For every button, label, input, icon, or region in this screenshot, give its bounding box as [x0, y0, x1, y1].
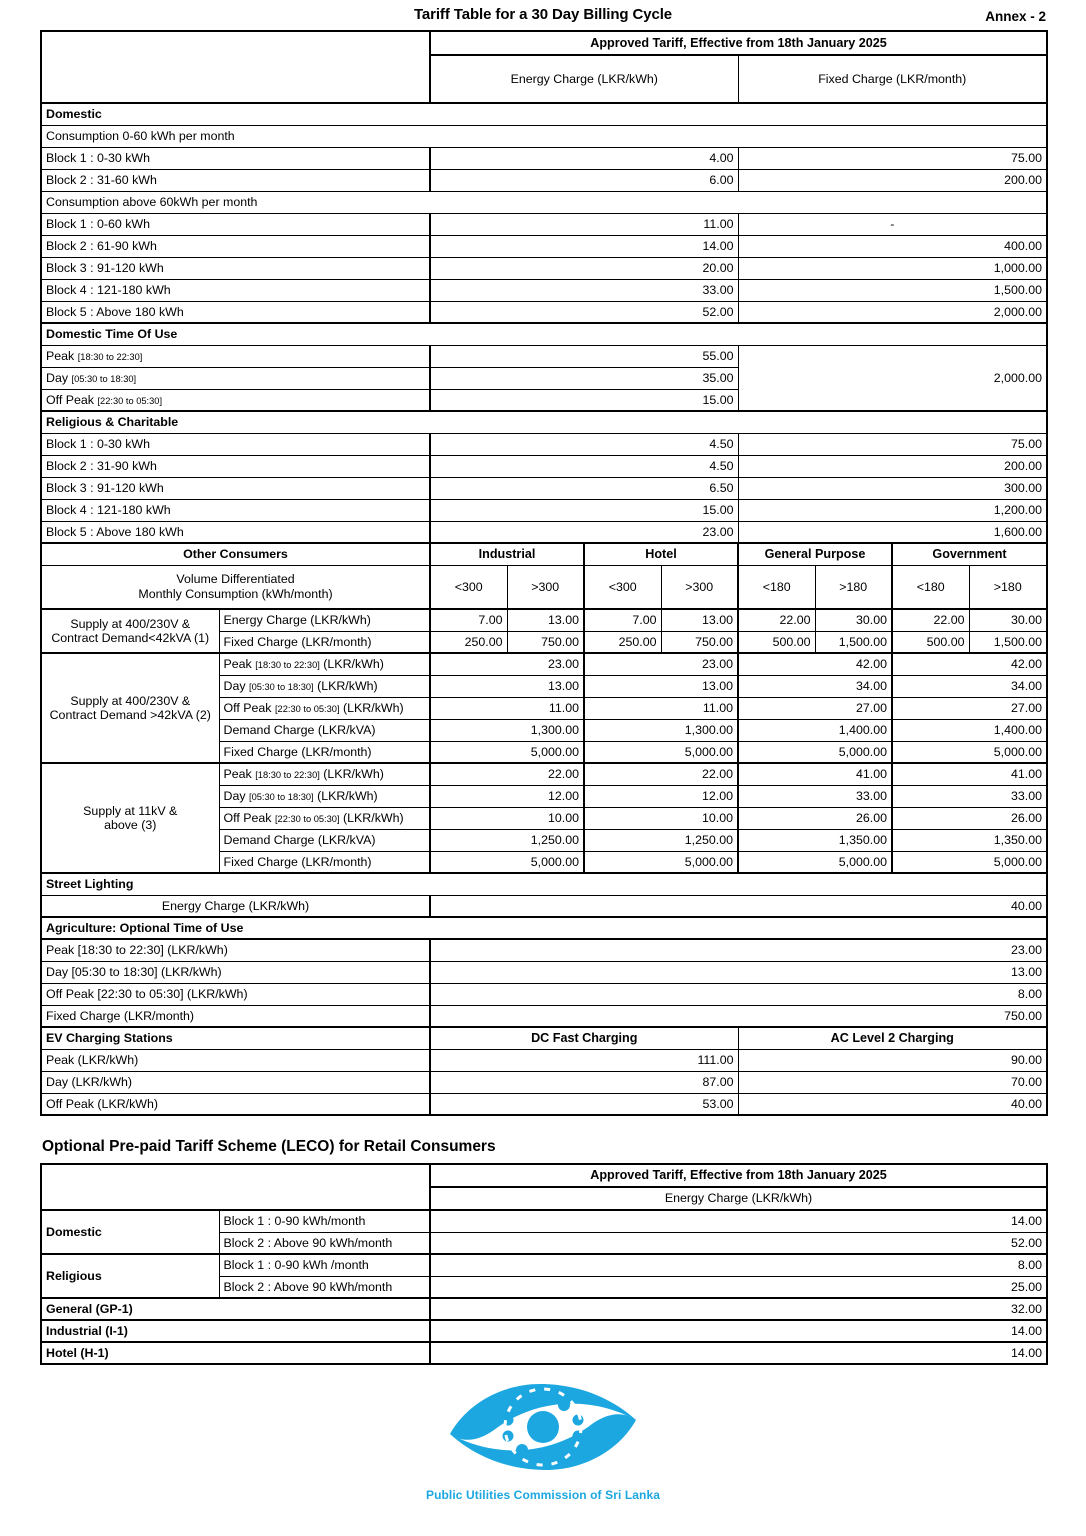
- rate-value: 11.00: [430, 697, 584, 719]
- rate-value: 42.00: [738, 653, 892, 675]
- supply-category-label-11kv: Supply at 11kV & above (3): [41, 763, 219, 873]
- energy-charge-value: 35.00: [430, 367, 738, 389]
- section-header-domestic-tou: Domestic Time Of Use: [41, 323, 1047, 345]
- column-header-dc-fast-charging: DC Fast Charging: [430, 1027, 738, 1049]
- rate-value: 8.00: [430, 1254, 1047, 1276]
- rate-value: 52.00: [430, 1232, 1047, 1254]
- supply-category-label-42kva-above: Supply at 400/230V & Contract Demand >42kVA (2): [41, 653, 219, 763]
- energy-charge-value: 6.50: [430, 477, 738, 499]
- page-title: Tariff Table for a 30 Day Billing Cycle: [413, 6, 673, 23]
- volume-differentiated-label: Volume Differentiated Monthly Consumption (kWh/month): [41, 565, 430, 609]
- rate-value: 32.00: [430, 1298, 1047, 1320]
- leco-tariff-table: [40, 1163, 1048, 1365]
- rate-value: 53.00: [430, 1093, 738, 1115]
- row-label: Peak [18:30 to 22:30] (LKR/kWh): [219, 763, 430, 785]
- row-label: Fixed Charge (LKR/month): [219, 851, 430, 873]
- row-label: Block 5 : Above 180 kWh: [41, 521, 430, 543]
- sub-header-threshold: >300: [661, 565, 738, 609]
- rate-value: 13.00: [430, 675, 584, 697]
- row-label: Block 4 : 121-180 kWh: [41, 499, 430, 521]
- row-label: Energy Charge (LKR/kWh): [219, 609, 430, 631]
- rate-value: 10.00: [584, 807, 738, 829]
- row-label: Peak (LKR/kWh): [41, 1049, 430, 1071]
- rate-value: 30.00: [815, 609, 892, 631]
- row-label: Block 1 : 0-30 kWh: [41, 147, 430, 169]
- row-label: Block 2 : 31-90 kWh: [41, 455, 430, 477]
- rate-value: 27.00: [738, 697, 892, 719]
- rate-value: 26.00: [738, 807, 892, 829]
- fixed-charge-value: 75.00: [738, 147, 1047, 169]
- leco-group-label-domestic: Domestic: [41, 1210, 219, 1254]
- rate-value: 250.00: [430, 631, 507, 653]
- fixed-charge-value: 1,600.00: [738, 521, 1047, 543]
- rate-value: 12.00: [430, 785, 584, 807]
- rate-value: 13.00: [430, 961, 1047, 983]
- energy-charge-value: 6.00: [430, 169, 738, 191]
- section-header-street-lighting: Street Lighting: [41, 873, 1047, 895]
- fixed-charge-value: 2,000.00: [738, 345, 1047, 411]
- sub-header-threshold: <300: [430, 565, 507, 609]
- section-header-agriculture: Agriculture: Optional Time of Use: [41, 917, 1047, 939]
- row-label: Block 2 : 31-60 kWh: [41, 169, 430, 191]
- rate-value: 500.00: [738, 631, 815, 653]
- main-table-corner-cell: [41, 31, 430, 103]
- row-label: Block 1 : 0-60 kWh: [41, 213, 430, 235]
- rate-value: 40.00: [430, 895, 1047, 917]
- rate-value: 22.00: [738, 609, 815, 631]
- rate-value: 750.00: [661, 631, 738, 653]
- row-label: Off Peak [22:30 to 05:30] (LKR/kWh): [41, 983, 430, 1005]
- rate-value: 70.00: [738, 1071, 1047, 1093]
- row-label: Fixed Charge (LKR/month): [219, 631, 430, 653]
- energy-charge-value: 52.00: [430, 301, 738, 323]
- energy-charge-value: 15.00: [430, 389, 738, 411]
- rate-value: 30.00: [969, 609, 1047, 631]
- rate-value: 5,000.00: [430, 741, 584, 763]
- rate-value: 250.00: [584, 631, 661, 653]
- row-label: Block 3 : 91-120 kWh: [41, 477, 430, 499]
- rate-value: 40.00: [738, 1093, 1047, 1115]
- rate-value: 1,250.00: [430, 829, 584, 851]
- section-header-religious: Religious & Charitable: [41, 411, 1047, 433]
- footer-logo-block: [0, 1368, 1086, 1502]
- row-label: Block 2 : 61-90 kWh: [41, 235, 430, 257]
- leco-group-label-religious: Religious: [41, 1254, 219, 1298]
- column-header-ac-level2-charging: AC Level 2 Charging: [738, 1027, 1047, 1049]
- row-label: Demand Charge (LKR/kVA): [219, 829, 430, 851]
- fixed-charge-value: 300.00: [738, 477, 1047, 499]
- rate-value: 13.00: [584, 675, 738, 697]
- energy-charge-value: 23.00: [430, 521, 738, 543]
- sub-header-threshold: >180: [815, 565, 892, 609]
- rate-value: 33.00: [738, 785, 892, 807]
- row-label: Day [05:30 to 18:30] (LKR/kWh): [219, 785, 430, 807]
- rate-value: 41.00: [892, 763, 1047, 785]
- rate-value: 23.00: [430, 653, 584, 675]
- main-tariff-table: [40, 30, 1048, 1116]
- row-label: Energy Charge (LKR/kWh): [41, 895, 430, 917]
- rate-value: 750.00: [430, 1005, 1047, 1027]
- rate-value: 25.00: [430, 1276, 1047, 1298]
- pucsl-logo-icon: [428, 1368, 658, 1486]
- row-label: Demand Charge (LKR/kVA): [219, 719, 430, 741]
- rate-value: 34.00: [738, 675, 892, 697]
- rate-value: 5,000.00: [892, 741, 1047, 763]
- rate-value: 11.00: [584, 697, 738, 719]
- row-label: Off Peak [22:30 to 05:30] (LKR/kWh): [219, 697, 430, 719]
- leco-effective-tariff-header: Approved Tariff, Effective from 18th January 2025: [430, 1164, 1047, 1187]
- supply-category-label-42kva-below: Supply at 400/230V & Contract Demand<42kVA (1): [41, 609, 219, 653]
- row-label: Peak [18:30 to 22:30]: [41, 345, 430, 367]
- column-header-energy-charge: Energy Charge (LKR/kWh): [430, 55, 738, 103]
- leco-row-label-industrial: Industrial (I-1): [41, 1320, 430, 1342]
- fixed-charge-value: 1,000.00: [738, 257, 1047, 279]
- fixed-charge-value: 200.00: [738, 169, 1047, 191]
- leco-column-header-energy-charge: Energy Charge (LKR/kWh): [430, 1187, 1047, 1210]
- row-label: Day [05:30 to 18:30] (LKR/kWh): [41, 961, 430, 983]
- section-header-domestic: Domestic: [41, 103, 1047, 125]
- row-label: Off Peak [22:30 to 05:30]: [41, 389, 430, 411]
- row-label: Block 1 : 0-90 kWh/month: [219, 1210, 430, 1232]
- energy-charge-value: 14.00: [430, 235, 738, 257]
- section-header-other-consumers: Other Consumers: [41, 543, 430, 565]
- fixed-charge-value: 400.00: [738, 235, 1047, 257]
- fixed-charge-value: 1,500.00: [738, 279, 1047, 301]
- rate-value: 111.00: [430, 1049, 738, 1071]
- rate-value: 10.00: [430, 807, 584, 829]
- row-label: Day [05:30 to 18:30]: [41, 367, 430, 389]
- row-label: Block 1 : 0-30 kWh: [41, 433, 430, 455]
- effective-tariff-header: Approved Tariff, Effective from 18th January 2025: [430, 31, 1047, 55]
- rate-value: 14.00: [430, 1342, 1047, 1364]
- fixed-charge-value: 200.00: [738, 455, 1047, 477]
- rate-value: 14.00: [430, 1210, 1047, 1232]
- rate-value: 34.00: [892, 675, 1047, 697]
- group-header-government: Government: [892, 543, 1047, 565]
- energy-charge-value: 11.00: [430, 213, 738, 235]
- fixed-charge-value: 2,000.00: [738, 301, 1047, 323]
- rate-value: 90.00: [738, 1049, 1047, 1071]
- energy-charge-value: 55.00: [430, 345, 738, 367]
- rate-value: 750.00: [507, 631, 584, 653]
- leco-table-corner-cell: [41, 1164, 430, 1210]
- rate-value: 1,500.00: [815, 631, 892, 653]
- energy-charge-value: 20.00: [430, 257, 738, 279]
- annex-label: Annex - 2: [985, 9, 1046, 24]
- subsection-domestic-0-60: Consumption 0-60 kWh per month: [41, 125, 1047, 147]
- row-label: Day (LKR/kWh): [41, 1071, 430, 1093]
- energy-charge-value: 33.00: [430, 279, 738, 301]
- rate-value: 23.00: [430, 939, 1047, 961]
- row-label: Peak [18:30 to 22:30] (LKR/kWh): [41, 939, 430, 961]
- rate-value: 1,500.00: [969, 631, 1047, 653]
- row-label: Block 2 : Above 90 kWh/month: [219, 1276, 430, 1298]
- row-label: Peak [18:30 to 22:30] (LKR/kWh): [219, 653, 430, 675]
- energy-charge-value: 4.00: [430, 147, 738, 169]
- rate-value: 13.00: [661, 609, 738, 631]
- fixed-charge-value: -: [738, 213, 1047, 235]
- energy-charge-value: 15.00: [430, 499, 738, 521]
- row-label: Off Peak (LKR/kWh): [41, 1093, 430, 1115]
- column-header-fixed-charge: Fixed Charge (LKR/month): [738, 55, 1047, 103]
- row-label: Off Peak [22:30 to 05:30] (LKR/kWh): [219, 807, 430, 829]
- rate-value: 33.00: [892, 785, 1047, 807]
- rate-value: 5,000.00: [738, 741, 892, 763]
- row-label: Block 1 : 0-90 kWh /month: [219, 1254, 430, 1276]
- page-header: [40, 0, 1046, 30]
- section-header-ev-charging: EV Charging Stations: [41, 1027, 430, 1049]
- rate-value: 500.00: [892, 631, 969, 653]
- sub-header-threshold: <180: [738, 565, 815, 609]
- rate-value: 5,000.00: [738, 851, 892, 873]
- rate-value: 12.00: [584, 785, 738, 807]
- row-label: Day [05:30 to 18:30] (LKR/kWh): [219, 675, 430, 697]
- rate-value: 27.00: [892, 697, 1047, 719]
- rate-value: 42.00: [892, 653, 1047, 675]
- rate-value: 23.00: [584, 653, 738, 675]
- sub-header-threshold: <300: [584, 565, 661, 609]
- rate-value: 7.00: [430, 609, 507, 631]
- energy-charge-value: 4.50: [430, 455, 738, 477]
- sub-header-threshold: <180: [892, 565, 969, 609]
- leco-row-label-hotel: Hotel (H-1): [41, 1342, 430, 1364]
- rate-value: 41.00: [738, 763, 892, 785]
- rate-value: 1,400.00: [738, 719, 892, 741]
- rate-value: 26.00: [892, 807, 1047, 829]
- row-label: Block 5 : Above 180 kWh: [41, 301, 430, 323]
- rate-value: 13.00: [507, 609, 584, 631]
- row-label: Block 2 : Above 90 kWh/month: [219, 1232, 430, 1254]
- row-label: Block 3 : 91-120 kWh: [41, 257, 430, 279]
- rate-value: 22.00: [430, 763, 584, 785]
- group-header-industrial: Industrial: [430, 543, 584, 565]
- rate-value: 22.00: [892, 609, 969, 631]
- rate-value: 7.00: [584, 609, 661, 631]
- rate-value: 1,250.00: [584, 829, 738, 851]
- rate-value: 5,000.00: [584, 851, 738, 873]
- logo-caption: Public Utilities Commission of Sri Lanka: [425, 1488, 661, 1502]
- fixed-charge-value: 1,200.00: [738, 499, 1047, 521]
- leco-row-label-general: General (GP-1): [41, 1298, 430, 1320]
- energy-charge-value: 4.50: [430, 433, 738, 455]
- rate-value: 5,000.00: [584, 741, 738, 763]
- row-label: Block 4 : 121-180 kWh: [41, 279, 430, 301]
- group-header-general-purpose: General Purpose: [738, 543, 892, 565]
- group-header-hotel: Hotel: [584, 543, 738, 565]
- rate-value: 8.00: [430, 983, 1047, 1005]
- rate-value: 1,350.00: [892, 829, 1047, 851]
- sub-header-threshold: >300: [507, 565, 584, 609]
- rate-value: 22.00: [584, 763, 738, 785]
- row-label: Fixed Charge (LKR/month): [41, 1005, 430, 1027]
- rate-value: 5,000.00: [892, 851, 1047, 873]
- sub-header-threshold: >180: [969, 565, 1047, 609]
- fixed-charge-value: 75.00: [738, 433, 1047, 455]
- rate-value: 1,350.00: [738, 829, 892, 851]
- logo-center-disc: [527, 1411, 559, 1443]
- rate-value: 1,300.00: [430, 719, 584, 741]
- rate-value: 14.00: [430, 1320, 1047, 1342]
- rate-value: 5,000.00: [430, 851, 584, 873]
- rate-value: 1,300.00: [584, 719, 738, 741]
- row-label: Fixed Charge (LKR/month): [219, 741, 430, 763]
- subsection-domestic-above-60: Consumption above 60kWh per month: [41, 191, 1047, 213]
- leco-section-title: Optional Pre-paid Tariff Scheme (LECO) for Retail Consumers: [42, 1138, 496, 1155]
- rate-value: 87.00: [430, 1071, 738, 1093]
- rate-value: 1,400.00: [892, 719, 1047, 741]
